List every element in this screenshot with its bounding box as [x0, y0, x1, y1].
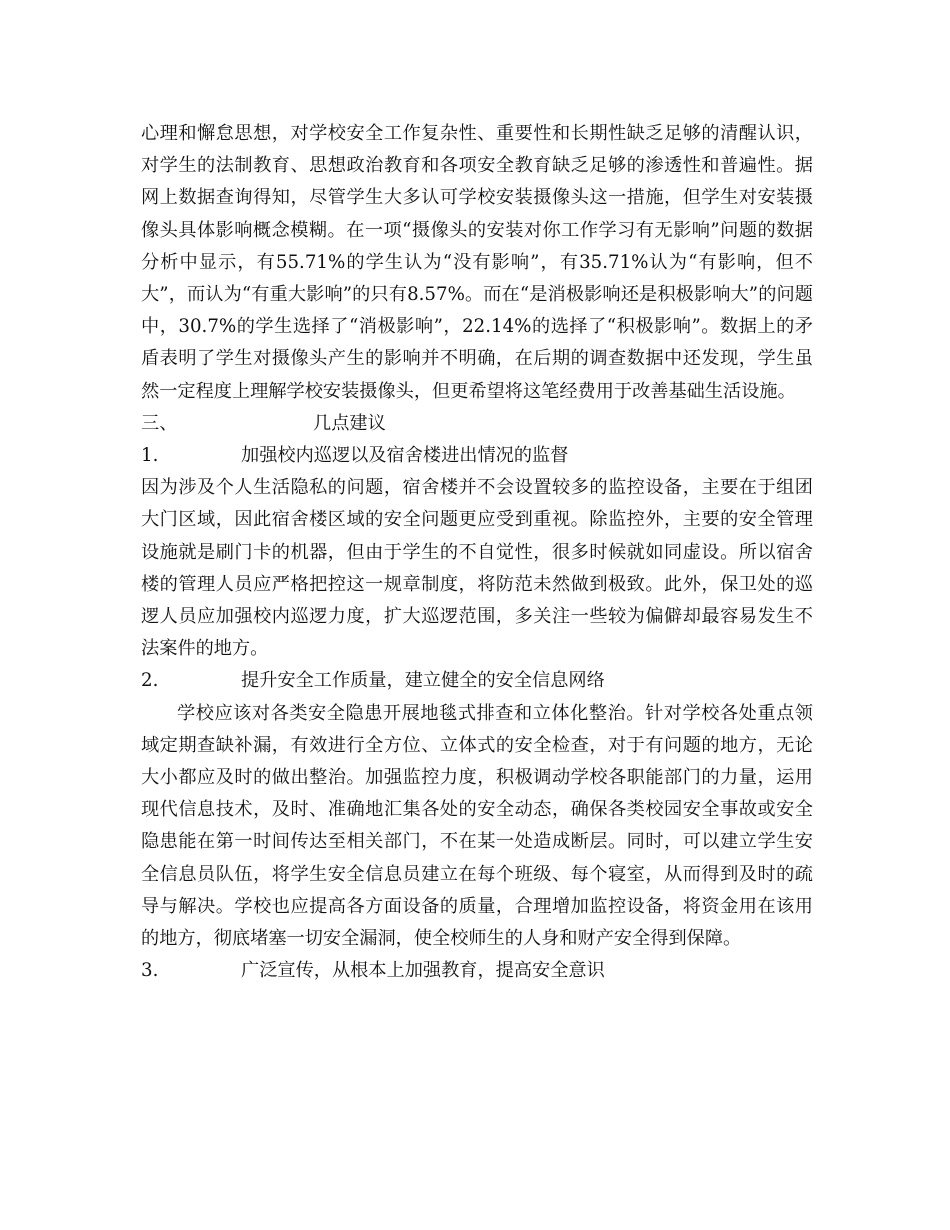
item-title: 加强校内巡逻以及宿舍楼进出情况的监督 — [241, 445, 569, 467]
item-1-paragraph: 因为涉及个人生活隐私的问题，宿舍楼并不会设置较多的监控设备，主要在于组团大门区域，因此宿舍楼区域的安全问题更应受到重视。除监控外，主要的安全管理设施就是刷门卡的机器，但由于学生的不自觉性，很多时候就如同虚设。所以宿舍楼的管理人员应严格把控这一规章制度，将防范未然做到极致。此外，保卫处的巡逻人员应加强校内巡逻力度，扩大巡逻范围，多关注一些较为偏僻却最容易发生不法案件的地方。 — [141, 477, 813, 660]
item-heading-3 — [141, 955, 813, 987]
item-title: 提升安全工作质量，建立健全的安全信息网络 — [241, 670, 605, 692]
item-number: 1. — [141, 445, 159, 467]
section-title: 几点建议 — [313, 412, 386, 434]
document-body — [141, 118, 813, 987]
item-title: 广泛宣传，从根本上加强教育，提高安全意识 — [241, 960, 605, 982]
item-number: 3. — [141, 960, 159, 982]
item-heading-2 — [141, 665, 813, 697]
section-heading-3 — [141, 408, 813, 440]
section-number: 三、 — [141, 412, 178, 434]
item-heading-1 — [141, 440, 813, 472]
item-2-paragraph: 学校应该对各类安全隐患开展地毯式排查和立体化整治。针对学校各处重点领域定期查缺补漏，有效进行全方位、立体式的安全检查，对于有问题的地方，无论大小都应及时的做出整治。加强监控力度，积极调动学校各职能部门的力量，运用现代信息技术，及时、准确地汇集各处的安全动态，确保各类校园安全事故或安全隐患能在第一时间传达至相关部门，不在某一处造成断层。同时，可以建立学生安全信息员队伍，将学生安全信息员建立在每个班级、每个寝室，从而得到及时的疏导与解决。学校也应提高各方面设备的质量，合理增加监控设备，将资金用在该用的地方，彻底堵塞一切安全漏洞，使全校师生的人身和财产安全得到保障。 — [141, 702, 813, 950]
item-number: 2. — [141, 670, 159, 692]
intro-paragraph: 心理和懈怠思想，对学校安全工作复杂性、重要性和长期性缺乏足够的清醒认识，对学生的法制教育、思想政治教育和各项安全教育缺乏足够的渗透性和普遍性。据网上数据查询得知，尽管学生大多认可学校安装摄像头这一措施，但学生对安装摄像头具体影响概念模糊。在一项“摄像头的安装对你工作学习有无影响”问题的数据分析中显示，有55.71%的学生认为“没有影响”，有35.71%认为“有影响，但不大”，而认为“有重大影响”的只有8.57%。而在“是消极影响还是积极影响大”的问题中，30.7%的学生选择了“消极影响”，22.14%的选择了“积极影响”。数据上的矛盾表明了学生对摄像头产生的影响并不明确，在后期的调查数据中还发现，学生虽然一定程度上理解学校安装摄像头，但更希望将这笔经费用于改善基础生活设施。 — [141, 123, 813, 402]
